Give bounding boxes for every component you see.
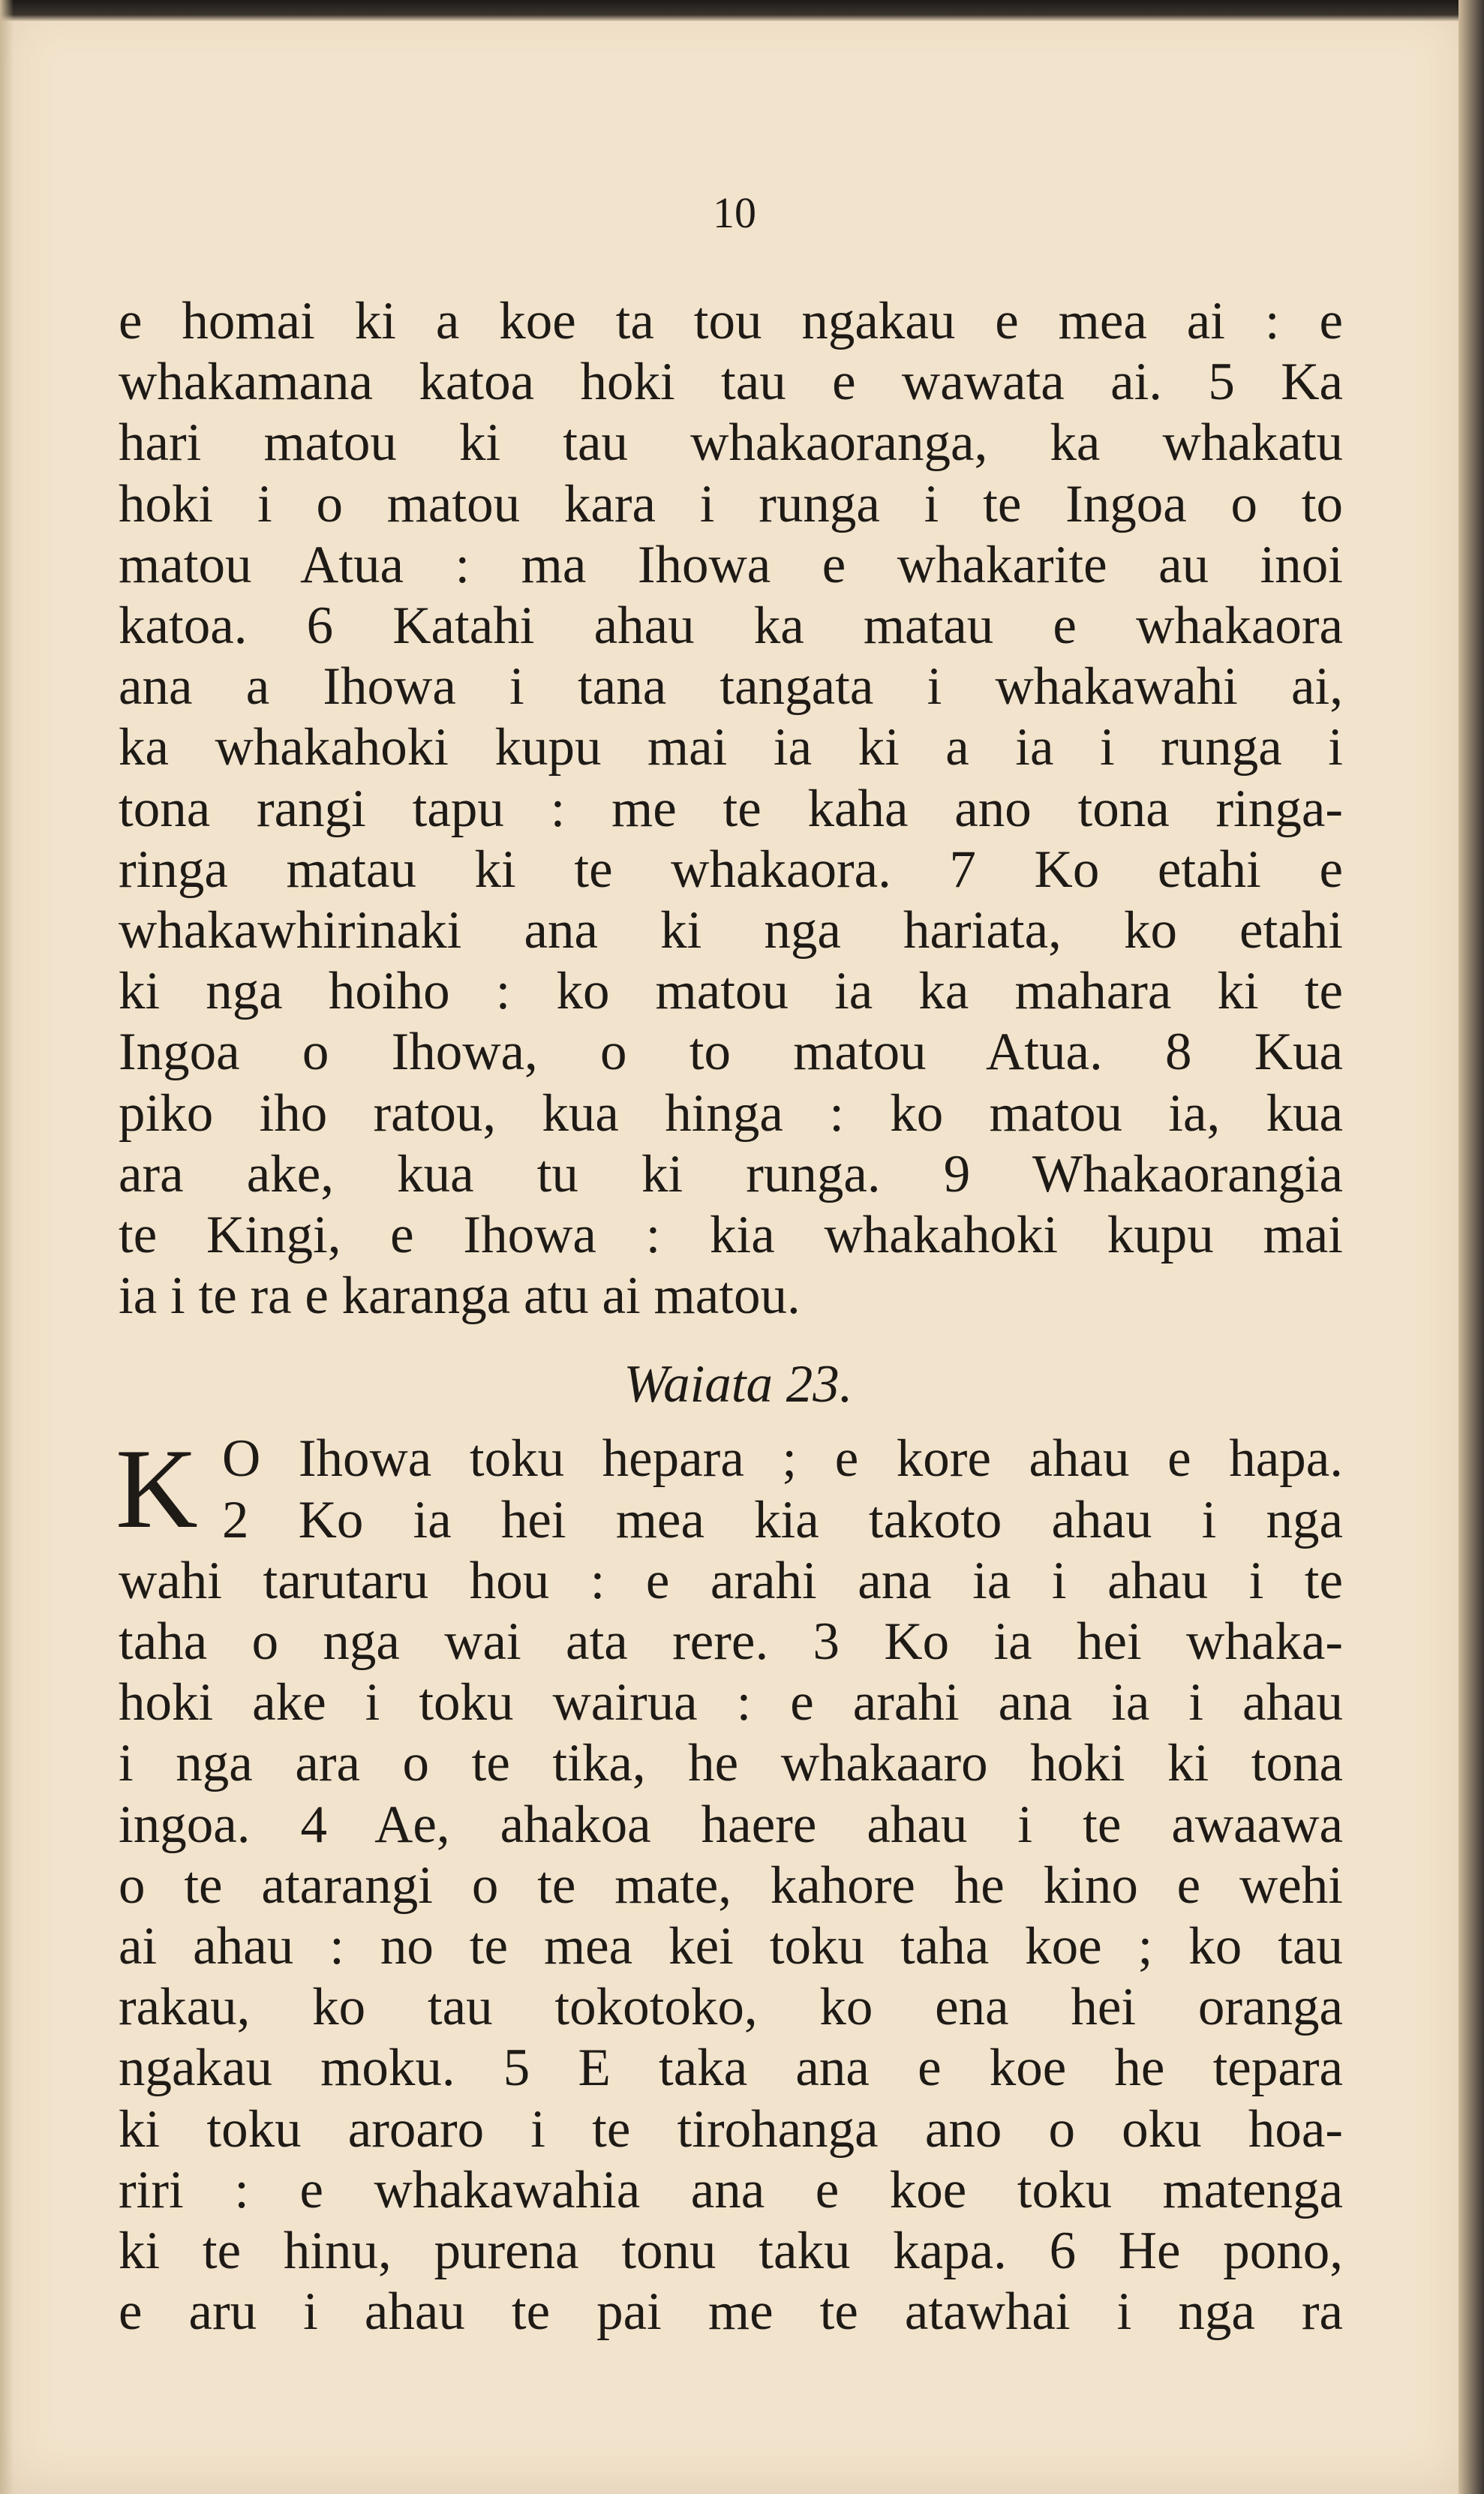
text-line: e aru i ahau te pai me te atawhai i nga ra [119, 2282, 1343, 2342]
text-line: ka whakahoki kupu mai ia ki a ia i runga i [119, 718, 1343, 777]
text-line: taha o nga wai ata rere. 3 Ko ia hei whaka- [119, 1612, 1343, 1672]
text-line: 2 Ko ia hei mea kia takoto ahau i nga [222, 1490, 1343, 1549]
text-block [116, 291, 1343, 2343]
text-line: hoki ake i toku wairua : e arahi ana ia i ahau [119, 1673, 1343, 1732]
text-line: tona rangi tapu : me te kaha ano tona ringa- [119, 779, 1343, 838]
text-line: i nga ara o te tika, he whakaaro hoki ki tona [119, 1734, 1343, 1793]
text-line: ara ake, kua tu ki runga. 9 Whakaorangia [119, 1144, 1343, 1203]
text-line: riri : e whakawahia ana e koe toku matenga [119, 2160, 1343, 2219]
text-line: ngakau moku. 5 E taka ana e koe he tepara [119, 2039, 1343, 2098]
page-top-edge [0, 0, 1484, 21]
text-line: o te atarangi o te mate, kahore he kino e wehi [119, 1855, 1343, 1915]
page-right-edge [1458, 0, 1484, 2494]
text-line: wahi tarutaru hou : e arahi ana ia i ahau i te [119, 1551, 1343, 1610]
text-line: e homai ki a koe ta tou ngakau e mea ai : e [119, 292, 1343, 350]
text-line: ana a Ihowa i tana tangata i whakawahi ai, [119, 657, 1343, 717]
paragraph-psalm-20 [119, 291, 1343, 1327]
text-line: whakawhirinaki ana ki nga hariata, ko etahi [119, 901, 1343, 960]
text-line: ki nga hoiho : ko matou ia ka mahara ki te [119, 962, 1343, 1021]
text-line: ringa matau ki te whakaora. 7 Ko etahi e [119, 840, 1343, 899]
page-number: 10 [713, 188, 756, 237]
text-line: O Ihowa toku hepara ; e kore ahau e hapa. [222, 1429, 1343, 1489]
text-line: te Kingi, e Ihowa : kia whakahoki kupu mai [119, 1206, 1343, 1265]
text-line: hari matou ki tau whakaoranga, ka whakatu [119, 413, 1343, 473]
text-line: whakamana katoa hoki tau e wawata ai. 5 Ka [119, 353, 1343, 412]
text-line: ai ahau : no te mea kei toku taha koe ; ko tau [119, 1917, 1343, 1976]
text-line: hoki i o matou kara i runga i te Ingoa o to [119, 474, 1343, 533]
text-line: ki toku aroaro i te tirohanga ano o oku hoa- [119, 2099, 1343, 2159]
text-line: rakau, ko tau tokotoko, ko ena hei oranga [119, 1978, 1343, 2037]
page-left-edge [0, 0, 14, 2494]
text-line: ia i te ra e karanga atu ai matou. [119, 1267, 801, 1326]
text-line: ingoa. 4 Ae, ahakoa haere ahau i te awaawa [119, 1795, 1343, 1854]
text-line: piko iho ratou, kua hinga : ko matou ia, kua [119, 1083, 1343, 1143]
text-line: katoa. 6 Katahi ahau ka matau e whakaora [119, 596, 1343, 656]
text-line: matou Atua : ma Ihowa e whakarite au inoi [119, 535, 1343, 594]
text-line: Ingoa o Ihowa, o to matou Atua. 8 Kua [119, 1023, 1343, 1082]
drop-cap: K [116, 1426, 198, 1552]
paragraph-psalm-23 [116, 1426, 1343, 2342]
text-line: ki te hinu, purena tonu taku kapa. 6 He pono, [119, 2222, 1343, 2281]
psalm-heading: Waiata 23. [623, 1355, 853, 1414]
